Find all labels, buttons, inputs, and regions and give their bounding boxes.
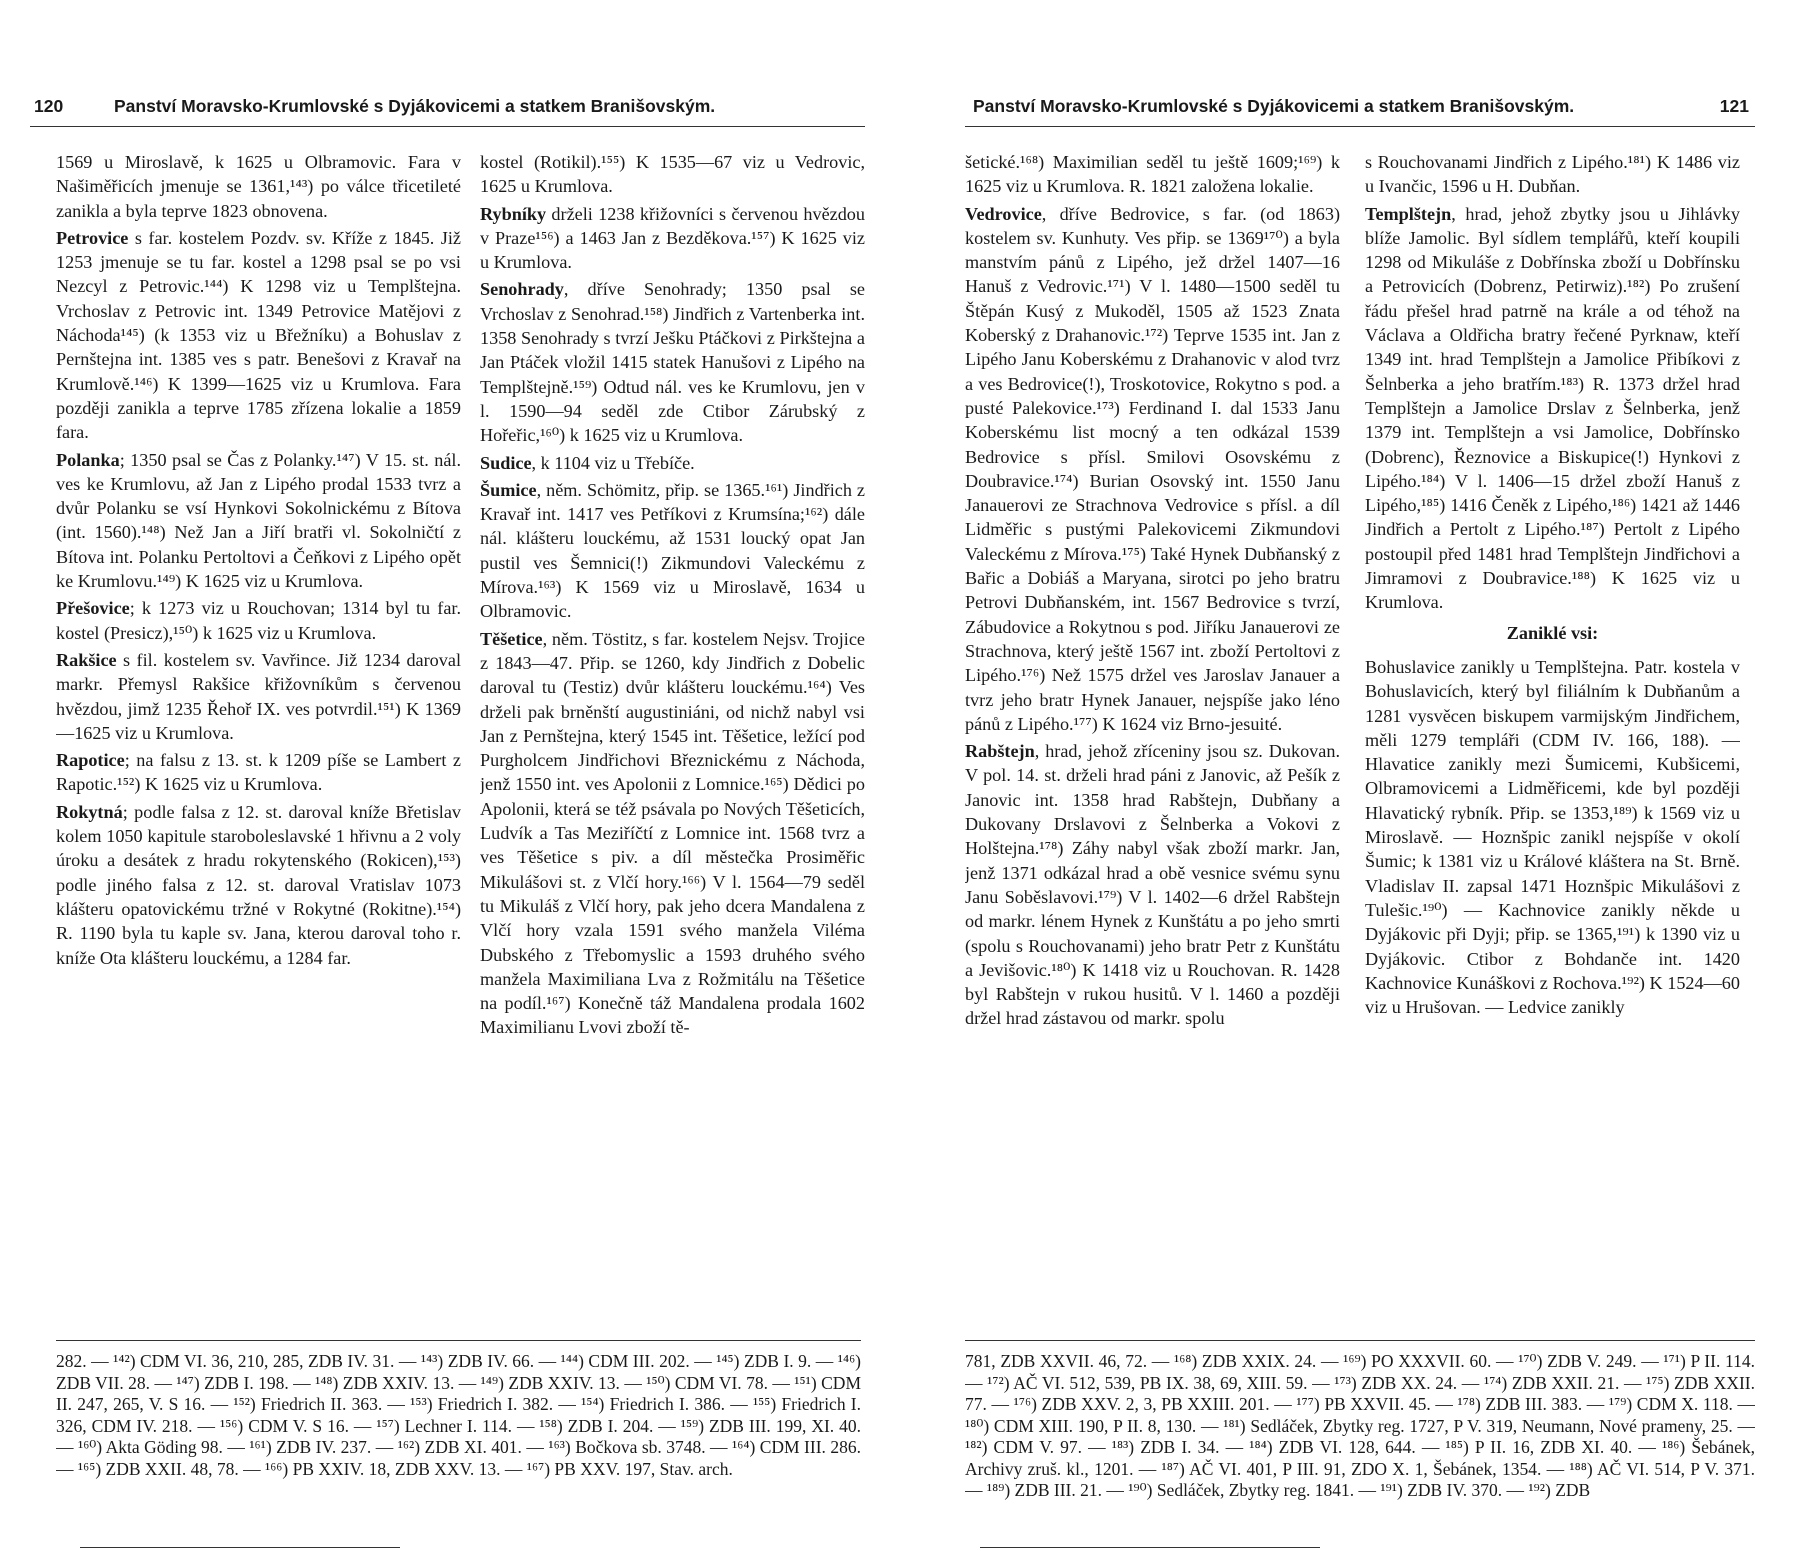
- entry-name: Vedrovice: [965, 203, 1042, 224]
- entry-name: Senohrady: [480, 279, 564, 300]
- entry-name: Rabštejn: [965, 741, 1035, 762]
- paragraph: kostel (Rotikil).¹⁵⁵) K 1535—67 viz u Vedrovic, 1625 u Krumlova.: [480, 152, 865, 197]
- paragraph: Rokytná; podle falsa z 12. st. daroval kníže Břetislav kolem 1050 kapitule staroboleslavské 1 hřivnu a 2 voly úroku a desátek z hradu rokytenského (Rokicen),¹⁵³) podle jiného falsa z 12. st. daroval Vratislav 1073 klášteru opatovickému tržné v Rokytné (Rokitne).¹⁵⁴) R. 1190 byla tu kaple sv. Jana, kterou daroval toho r. kníže Ota klášteru louckému, a 1284 far.: [56, 801, 461, 968]
- paragraph: Těšetice, něm. Töstitz, s far. kostelem Nejsv. Trojice z 1843—47. Přip. se 1260, kdy Jindřich z Dobelic daroval tu (Testiz) dvůr klášteru louckému.¹⁶⁴) Ves drželi pak brněnští augustiniáni, od nichž nabyl vsi Jan z Pernštejna, který 1545 int. Těšetice, ležící pod Purgholcem Jindřichovi Březnickému z Náchoda, jenž 1550 int. ves Apolonii z Lomnice.¹⁶⁵) Dědici po Apolonii, která se též psávala po Nových Těšeticích, Ludvík a Tas Meziříčtí z Lomnice int. 1568 tvrz a ves Těšetice s piv. a díl městečka Prosiměřic Mikulášovi st. z Vlčí hory.¹⁶⁶) V l. 1564—79 seděl tu Mikuláš z Vlčí hory, pak jeho dcera Mandalena z Vlčí hory vzala 1591 svého manžela Viléma Dubského z Třebomyslic a 1593 druhého svého manžela Maximiliana Lva z Rožmitálu na Těšetice na podíl.¹⁶⁷) Konečně táž Mandalena prodala 1602 Maximilianu Lvovi zboží tě-: [480, 628, 865, 1038]
- entry-name: Přešovice: [56, 598, 130, 619]
- paragraph: Rapotice; na falsu z 13. st. k 1209 píše se Lambert z Rapotic.¹⁵²) K 1625 viz u Krumlova.: [56, 750, 461, 795]
- left-page: [30, 0, 865, 1500]
- paragraph: 1569 u Miroslavě, k 1625 u Olbramovic. Fara v Našiměřicích jmenuje se 1361,¹⁴³) po válce třicetileté zanikla a byla teprve 1823 obnovena.: [56, 152, 461, 221]
- entry-name: Rybníky: [480, 203, 547, 224]
- section-heading: Zaniklé vsi:: [1506, 622, 1599, 643]
- entry-name: Těšetice: [480, 628, 543, 649]
- paragraph: Přešovice; k 1273 viz u Rouchovan; 1314 byl tu far. kostel (Presicz),¹⁵⁰) k 1625 viz u Krumlova.: [56, 598, 461, 643]
- paragraph: Bohuslavice zanikly u Templštejna. Patr. kostela v Bohuslavicích, který byl filiálním k Dubňanům a 1281 vysvěcen biskupem varmijským Jindřichem, měli 1279 templáři (CDM IV. 166, 188). — Hlavatice zanikly mezi Šumicemi, Kubšicemi, Olbramovicemi a Lidměřicemi, kde byl později Hlavatický rybník. Přip. se 1353,¹⁸⁹) k 1569 viz u Miroslavě. — Hoznšpic zanikl nejspíše v okolí Šumic; k 1381 viz u Králové kláštera na St. Brně. Vladislav II. zapsal 1471 Hoznšpic Mikulášovi z Tulešic.¹⁹⁰) — Kachnovice zanikly někde u Dyjákovic při Dyji; přip. se 1365,¹⁹¹) k 1390 viz u Dyjákovic. Ctibor z Bohdanče int. 1420 Kachnovice Kunáškovi z Rochova.¹⁹²) K 1524—60 viz u Hrušovan. — Ledvice zanikly: [1365, 656, 1740, 1018]
- text-column-3: [965, 150, 1340, 1330]
- entry-name: Petrovice: [56, 227, 129, 248]
- entry-name: Rakšice: [56, 649, 117, 670]
- paragraph: Rabštejn, hrad, jehož zříceniny jsou sz. Dukovan. V pol. 14. st. drželi hrad páni z Janovic, až Pešík z Janovic int. 1358 hrad Rabštejn, Dubňany a Dukovany Drslavovi z Šelnberka a Vokovi z Holštejna.¹⁷⁸) Záhy nabyl však zboží markr. Jan, jenž 1371 odkázal hrad a obě vesnice svému synu Janu Soběslavovi.¹⁷⁹) V l. 1402—6 držel Rabštejn od markr. lénem Hynek z Kunštátu a po jeho smrti (spolu s Rouchovanami) jeho bratr Petr z Kunštátu a Jevišovic.¹⁸⁰) K 1418 viz u Rouchovan. R. 1428 byl Rabštejn v rukou husitů. V l. 1460 a později držel hrad zástavou od markr. spolu: [965, 741, 1340, 1029]
- entry-name: Rokytná: [56, 801, 123, 822]
- paragraph: Šumice, něm. Schömitz, přip. se 1365.¹⁶¹) Jindřich z Kravař int. 1417 ves Petříkovi z Krumsína;¹⁶²) dále nál. klášteru louckému, až 1531 loucký opat Jan pustil ves Šemnici(!) Zikmundovi Valeckému z Mírova.¹⁶³) K 1569 viz u Miroslavě, 1634 u Olbramovic.: [480, 479, 865, 622]
- text-column-1: [56, 150, 461, 1330]
- paragraph: Sudice, k 1104 viz u Třebíče.: [480, 452, 695, 473]
- header-title: Panství Moravsko-Krumlovské s Dyjákovicemi a statkem Branišovským.: [973, 96, 1575, 116]
- paragraph: Polanka; 1350 psal se Čas z Polanky.¹⁴⁷) V 15. st. nál. ves ke Krumlovu, až Jan z Lipého prodal 1533 tvrz a dvůr Polanku se vsí Hynkovi Sokolnickému z Bítova (int. 1560).¹⁴⁸) Než Jan a Jiří bratři vl. Sokolničtí z Bítova int. Polanku Pertoltovi a Čeňkovi z Lipého opět ke Krumlovu.¹⁴⁹) K 1625 viz u Krumlova.: [56, 449, 461, 592]
- page-number: 120: [34, 96, 64, 116]
- text-column-2: [480, 150, 865, 1330]
- entry-name: Šumice: [480, 479, 537, 500]
- paragraph: Templštejn, hrad, jehož zbytky jsou u Jihlávky blíže Jamolic. Byl sídlem templářů, kteří koupili 1298 od Mikuláše z Dobřínska zboží u Dobřínsku a Petrovicích (Dobrenz, Petirwiz).¹⁸²) Po zrušení řádu přešel hrad patrně na krále a od téhož na Václava a Oldřicha bratry řečené Pyrknaw, kteří 1349 int. hrad Templštejn a Jamolice Přibíkovi z Šelnberka a jeho bratřím.¹⁸³) R. 1373 držel hrad Templštejn a Jamolice Drslav z Šelnberka, jenž 1379 int. Templštejn a vsi Jamolice, Dobřínsko (Dobrenc), Řeznovice a Biskupice(!) Hynkovi z Lipého.¹⁸⁴) V l. 1406—15 držel zboží Hanuš z Lipého,¹⁸⁵) 1416 Čeněk z Lipého,¹⁸⁶) 1421 až 1446 Jindřich a Pertolt z Lipého.¹⁸⁷) Pertolt z Lipého postoupil před 1481 hrad Templštejn Jindřichovi a Jimramovi z Doubravice.¹⁸⁸) K 1625 viz u Krumlova.: [1365, 203, 1740, 613]
- left-footnotes: 282. — ¹⁴²) CDM VI. 36, 210, 285, ZDB IV. 31. — ¹⁴³) ZDB IV. 66. — ¹⁴⁴) CDM III. 202. — ¹⁴⁵) ZDB I. 9. — ¹⁴⁶) ZDB VII. 28. — ¹⁴⁷) ZDB I. 198. — ¹⁴⁸) ZDB XXIV. 13. — ¹⁴⁹) ZDB XXIV. 13. — ¹⁵⁰) CDM VI. 78. — ¹⁵¹) CDM II. 247, 265, V. S 16. — ¹⁵²) Friedrich II. 363. — ¹⁵³) Friedrich I. 382. — ¹⁵⁴) Friedrich I. 386. — ¹⁵⁵) Friedrich I. 326, CDM IV. 218. — ¹⁵⁶) CDM V. S 16. — ¹⁵⁷) Lechner I. 114. — ¹⁵⁸) ZDB I. 204. — ¹⁵⁹) ZDB III. 199, XI. 40. — ¹⁶⁰) Akta Göding 98. — ¹⁶¹) ZDB IV. 237. — ¹⁶²) ZDB XI. 401. — ¹⁶³) Bočkova sb. 3748. — ¹⁶⁴) CDM III. 286. — ¹⁶⁵) ZDB XXII. 48, 78. — ¹⁶⁶) PB XXIV. 18, ZDB XXV. 13. — ¹⁶⁷) PB XXV. 197, Stav. arch.: [56, 1340, 861, 1501]
- page-number: 121: [1719, 96, 1749, 116]
- entry-name: Polanka: [56, 449, 120, 470]
- paragraph: Rakšice s fil. kostelem sv. Vavřince. Již 1234 daroval markr. Přemysl Rakšice křižovníkům s červenou hvězdou, jimž 1235 Řehoř IX. ves potvrdil.¹⁵¹) K 1369—1625 viz u Krumlova.: [56, 649, 461, 743]
- running-header: [965, 92, 1755, 127]
- paragraph: Petrovice s far. kostelem Pozdv. sv. Kříže z 1845. Již 1253 jmenuje se tu far. kostel a 1298 psal se po vsi Nezcyl z Petrovic.¹⁴⁴) K 1298 viz u Templštejna. Vrchoslav z Petrovic int. 1349 Petrovice Matějovi z Náchoda¹⁴⁵) (k 1353 viz u Břežníku) a Bohuslav z Pernštejna int. 1385 ves s patr. Benešovi z Kravař na Krumlově.¹⁴⁶) K 1399—1625 viz u Krumlova. Fara později zanikla a teprve 1785 zřízena lokalie a 1859 fara.: [56, 227, 461, 443]
- paragraph: s Rouchovanami Jindřich z Lipého.¹⁸¹) K 1486 viz u Ivančic, 1596 u H. Dubňan.: [1365, 152, 1740, 197]
- paragraph: Senohrady, dříve Senohrady; 1350 psal se Vrchoslav z Senohrad.¹⁵⁸) Jindřich z Vartenberka int. 1358 Senohrady s tvrzí Ješku Ptáčkovi z Pirkštejna a Jan Ptáček vložil 1415 statek Hanušovi z Lipého na Templštejně.¹⁵⁹) Odtud nál. ves ke Krumlovu, jen v l. 1590—94 seděl zde Ctibor Zárubský z Hořeřic,¹⁶⁰) k 1625 viz u Krumlova.: [480, 279, 865, 446]
- right-footnotes: 781, ZDB XXVII. 46, 72. — ¹⁶⁸) ZDB XXIX. 24. — ¹⁶⁹) PO XXXVII. 60. — ¹⁷⁰) ZDB V. 249. — ¹⁷¹) P II. 114. — ¹⁷²) AČ VI. 512, 539, PB IX. 38, 69, XIII. 59. — ¹⁷³) ZDB XX. 24. — ¹⁷⁴) ZDB XXII. 21. — ¹⁷⁵) ZDB XXII. 77. — ¹⁷⁶) ZDB XXV. 2, 3, PB XXIII. 201. — ¹⁷⁷) PB XXVII. 45. — ¹⁷⁸) ZDB III. 383. — ¹⁷⁹) CDM X. 118. — ¹⁸⁰) CDM XIII. 190, P II. 8, 130. — ¹⁸¹) Sedláček, Zbytky reg. 1727, P V. 319, Neumann, Nové prameny, 25. — ¹⁸²) CDM V. 97. — ¹⁸³) ZDB I. 34. — ¹⁸⁴) ZDB VI. 128, 644. — ¹⁸⁵) P II. 16, ZDB XI. 40. — ¹⁸⁶) Šebánek, Archivy zruš. kl., 1201. — ¹⁸⁷) AČ VI. 401, P III. 91, ZDO X. 1, Šebánek, 1354. — ¹⁸⁸) AČ VI. 514, P V. 371. — ¹⁸⁹) ZDB III. 21. — ¹⁹⁰) Sedláček, Zbytky reg. 1841. — ¹⁹¹) ZDB IV. 370. — ¹⁹²) ZDB: [965, 1340, 1755, 1501]
- entry-name: Sudice: [480, 452, 532, 473]
- right-page: [965, 0, 1755, 1500]
- paragraph: šetické.¹⁶⁸) Maximilian seděl tu ještě 1609;¹⁶⁹) k 1625 viz u Krumlova. R. 1821 založena lokalie.: [965, 152, 1340, 197]
- paragraph: Vedrovice, dříve Bedrovice, s far. (od 1863) kostelem sv. Kunhuty. Ves přip. se 1369¹⁷⁰) a byla manstvím pánů z Lipého, jež držel 1407—16 Hanuš z Vedrovic.¹⁷¹) V l. 1480—1500 seděl tu Štěpán Kusý z Mukoděl, 1505 až 1523 Znata Koberský z Drahanovic.¹⁷²) Teprve 1535 int. Jan z Lipého Janu Koberskému z Drahanovic v alod tvrz a ves Bedrovice(!), Troskotovice, Rokytno s pod. a pusté Palekovice.¹⁷³) Ferdinand I. dal 1533 Janu Koberskému list mocný a ten odkázal 1539 Bedrovice s přísl. Smilovi Osovskému z Doubravice.¹⁷⁴) Burian Osovský int. 1550 Janu Janauerovi ze Strachnova Vedrovice s přísl. a díl Lidměřic s pustými Palekovicemi Zikmundovi Valeckému z Mírova.¹⁷⁵) Také Hynek Dubňanský z Bařic a Dobiáš a Maryana, sirotci po jeho bratru Petrovi Dubňanském, int. 1567 Bedrovice s tvrzí, Zábudovice a Rokytnou s pod. Jiříku Janauerovi ze Strachnova, který ještě 1567 int. zboží Pertoltovi z Lipého.¹⁷⁶) Než 1575 držel ves Jaroslav Janauer a tvrz jeho bratr Hynek Janauer, nejspíše jako léno pánů z Lipého.¹⁷⁷) K 1624 viz Brno-jesuité.: [965, 203, 1340, 734]
- entry-name: Rapotice: [56, 750, 125, 771]
- header-title: Panství Moravsko-Krumlovské s Dyjákovicemi a statkem Branišovským.: [114, 96, 716, 116]
- paragraph: Rybníky drželi 1238 křižovníci s červenou hvězdou v Praze¹⁵⁶) a 1463 Jan z Bezděkova.¹⁵⁷) K 1625 viz u Krumlova.: [480, 203, 865, 273]
- text-column-4: [1365, 150, 1740, 1330]
- entry-name: Templštejn: [1365, 203, 1452, 224]
- running-header: [30, 92, 865, 127]
